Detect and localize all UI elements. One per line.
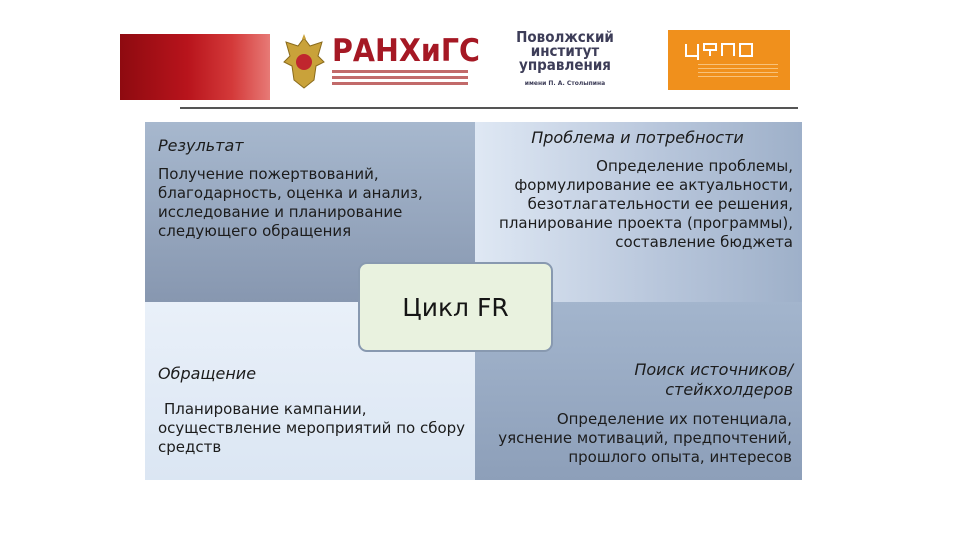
red-banner xyxy=(120,34,270,100)
problem-text: Определение проблемы, формулирование ее актуальности, безотлагательности ее решения, планирование проекта (программы), составление бюджета xyxy=(499,157,793,251)
pim-subtitle: имени П. А. Столыпина xyxy=(524,80,606,87)
cdpo-logo xyxy=(668,30,790,90)
cdpo-wordmark-icon xyxy=(682,40,772,62)
eagle-emblem-icon xyxy=(280,32,328,92)
sources-text: Определение их потенциала, уяснение мотиваций, предпочтений, прошлого опыта, интересов xyxy=(498,410,792,466)
ranepa-logo xyxy=(280,30,480,94)
pim-logo xyxy=(505,30,625,87)
pim-title: Поволжский институт управления xyxy=(516,28,614,74)
ranepa-caption-lines xyxy=(332,70,468,88)
result-text: Получение пожертвований, благодарность, оценка и анализ, исследование и планирование следующего обращения xyxy=(158,165,423,240)
problem-heading: Проблема и потребности xyxy=(531,128,744,147)
ranepa-name: РАНХиГС xyxy=(332,33,480,69)
cycle-center-label: Цикл FR xyxy=(358,262,553,352)
cdpo-caption-lines xyxy=(698,64,778,80)
sources-heading: Поиск источников/ стейкхолдеров xyxy=(634,360,793,399)
appeal-heading: Обращение xyxy=(158,364,257,383)
appeal-text: Планирование кампании, осуществление мероприятий по сбору средств xyxy=(158,400,466,456)
header-divider xyxy=(180,107,798,109)
result-heading: Результат xyxy=(158,136,244,155)
